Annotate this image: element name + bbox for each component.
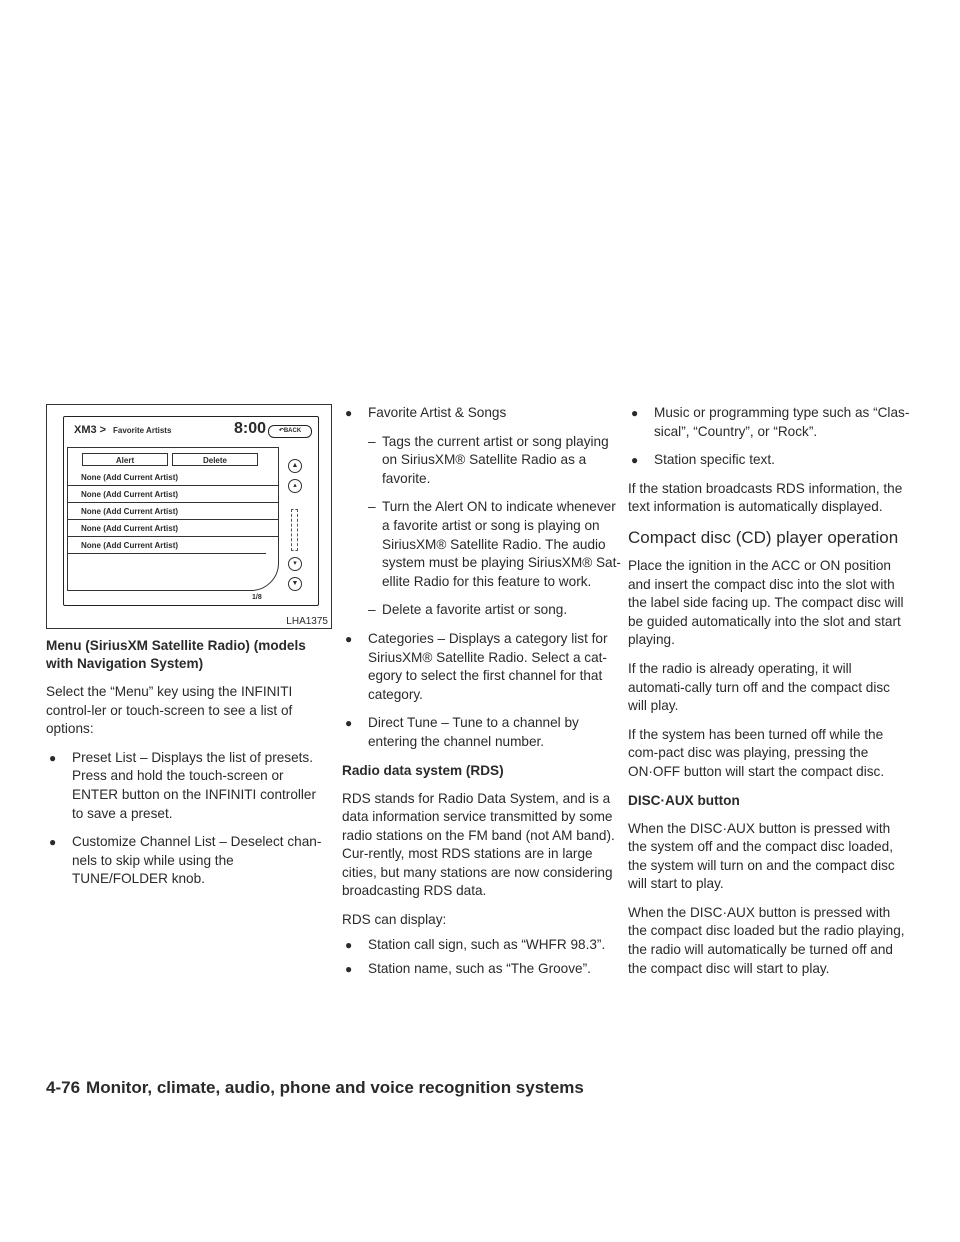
alert-button: Alert [82,453,168,466]
screen-source: XM3 > [74,424,107,436]
delete-button: Delete [172,453,258,466]
cd-paragraph-1: Place the ignition in the ACC or ON position and insert the compact disc into the slot with the label side facing up. The compact disc will be guided automatically into the slot and start playing. [628,557,904,648]
scroll-top-icon: ▲ [288,459,302,473]
menu-intro: Select the “Menu” key using the INFINITI control-ler or touch-screen to see a list of options: [46,684,293,737]
list-item: None (Add Current Artist) [68,469,278,486]
bullet-icon: ● [345,937,353,952]
cd-paragraph-2: If the radio is already operating, it will automati-cally turn off and the compact disc will play. [628,660,890,714]
bullet-icon: ● [49,835,57,850]
rds-can-display: RDS can display: [342,912,447,928]
list-item: ● Categories – Displays a category list for SiriusXM® Satellite Radio. Select a cat-egory to select the first channel for that category. [342,630,626,704]
column-2 [342,404,626,989]
page-up-icon: ▴ [288,479,302,493]
bullet-icon: ● [345,406,353,420]
favorite-list-panel [67,447,279,591]
page-indicator: 1/8 [252,594,262,601]
bullet-icon: ● [345,962,353,977]
page-number: 4-76 [46,1078,81,1097]
section-title: Monitor, climate, audio, phone and voice recognition systems [86,1078,584,1097]
list-item: ● Direct Tune – Tune to a channel by entering the channel number. [342,714,626,751]
screen-clock: 8:00 [234,420,267,437]
rds-heading: Radio data system (RDS) [342,762,504,778]
display-screen [63,416,319,606]
rds-paragraph: RDS stands for Radio Data System, and is a data information service transmitted by some radio stations on the FM band (not AM band). Cur-rently, most RDS stations are in large cities, but many stations are now considering broadcasting RDS data. [342,790,615,899]
bullet-icon: ● [49,750,57,765]
bullet-icon: ● [345,716,353,731]
back-button: ↶BACK [268,425,312,438]
rds-auto-paragraph: If the station broadcasts RDS information, the text information is automatically displayed. [628,480,903,515]
back-label: BACK [283,428,302,434]
sub-list-item: – Delete a favorite artist or song. [368,602,568,618]
list-item: ● Favorite Artist & Songs [342,404,626,423]
menu-heading: Menu (SiriusXM Satellite Radio) (models with Navigation System) [46,638,306,671]
screen-header [64,417,318,444]
page-footer [46,1078,584,1098]
list-item: None (Add Current Artist) [68,486,278,503]
column-1 [46,637,330,899]
list-item: ● Station name, such as “The Groove”. [342,960,626,979]
disc-aux-paragraph-2: When the DISC·AUX button is pressed with the compact disc loaded but the radio playing, the radio will automatically be turned off and the compact disc will start to play. [628,904,905,976]
list-item: ● Music or programming type such as “Clas-sical”, “Country”, or “Rock”. [628,404,912,441]
disc-aux-paragraph-1: When the DISC·AUX button is pressed with the system off and the compact disc loaded, the system will turn on and the compact disc will start to play. [628,820,895,892]
figure-favorite-artists-screen [46,404,332,629]
cd-heading: Compact disc (CD) player operation [628,527,899,547]
list-item: ● Customize Channel List – Deselect chan-nels to skip while using the TUNE/FOLDER knob. [46,833,330,889]
bullet-icon: ● [631,453,639,468]
figure-label: LHA1375 [286,616,328,627]
bullet-icon: ● [345,631,353,646]
cd-paragraph-3: If the system has been turned off while the com-pact disc was playing, pressing the ON·OFF button will start the compact disc. [628,726,885,779]
list-item: ● Preset List – Displays the list of presets. Press and hold the touch-screen or ENTER button on the INFINITI controller to save a preset. [46,749,330,823]
list-item: ● Station call sign, such as “WHFR 98.3”. [342,936,626,955]
list-item: ● Station specific text. [628,451,912,470]
list-item: None (Add Current Artist) [68,503,278,520]
sub-list-item: – Tags the current artist or song playing on SiriusXM® Satellite Radio as a favorite. [368,433,609,486]
list-item: None (Add Current Artist) [68,537,266,554]
scroll-bottom-icon: ▼ [288,577,302,591]
bullet-icon: ● [631,406,639,420]
scrollbar-icon [291,509,298,551]
screen-title: Favorite Artists [113,426,172,435]
page-down-icon: ▾ [288,557,302,571]
list-item: None (Add Current Artist) [68,520,278,537]
disc-aux-heading: DISC·AUX button [628,792,740,808]
column-3 [628,404,912,988]
sub-list-item: – Turn the Alert ON to indicate whenever a favorite artist or song is playing on SiriusXM® Satellite Radio. The audio system must be playing SiriusXM® Sat-ellite Radio for this feature to work. [368,499,621,589]
